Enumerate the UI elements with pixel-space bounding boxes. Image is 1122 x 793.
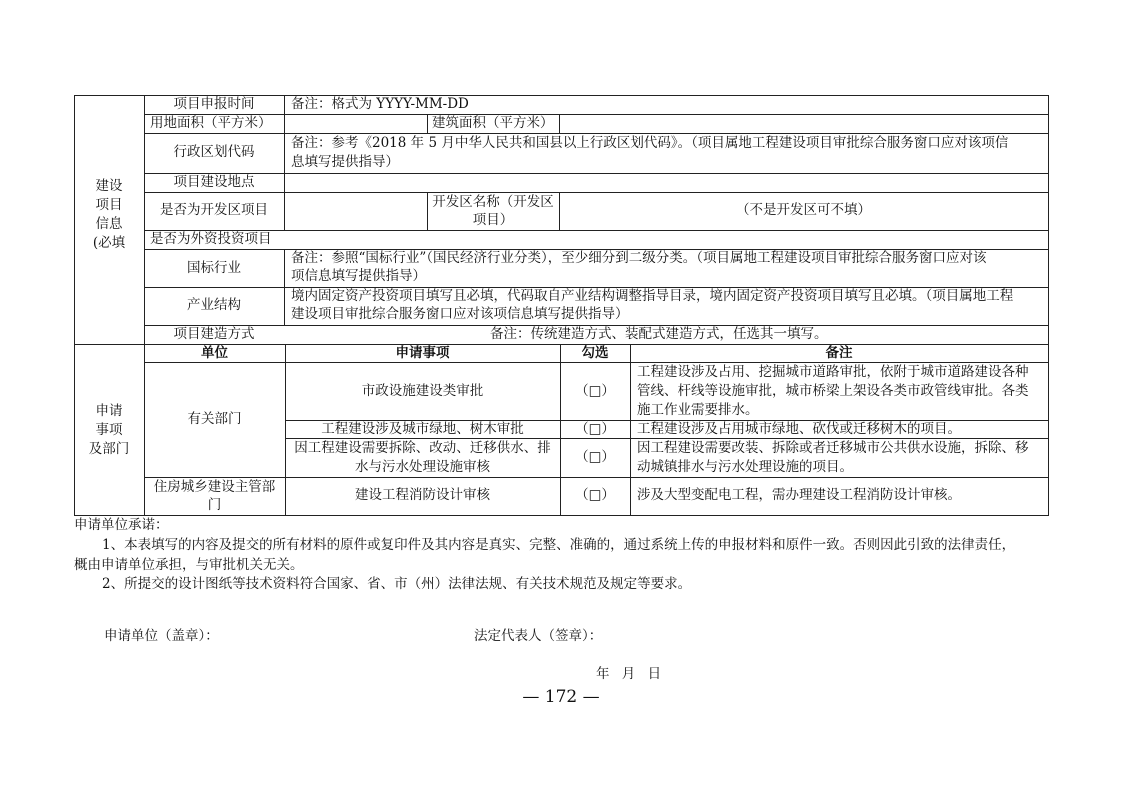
note-water: 动城镇排水与污水处理设施的项目。 (637, 459, 853, 475)
note-municipal: 管线、杆线等设施审批，城市桥梁上架设各类市政管线审批。各类 (637, 383, 1029, 399)
checkbox-fire[interactable]: （□） (575, 487, 615, 503)
date-label: 年 月 日 (596, 666, 662, 682)
industry-note: 项信息填写提供指导） (291, 268, 426, 284)
land-area-label: 用地面积（平方米） (150, 115, 272, 131)
industry-label: 国标行业 (187, 260, 241, 276)
section2-label-line: 申请 (95, 403, 123, 419)
build-method-label: 项目建造方式 (173, 326, 255, 342)
structure-note: 境内固定资产投资项目填写且必填，代码取自产业结构调整指导目录，境内固定资产投资项目填写且必填。（项目属地工程 (291, 288, 1014, 304)
item-water (285, 439, 560, 477)
item-greenland: 工程建设涉及城市绿地、树木审批 (321, 421, 524, 437)
header-check: 勾选 (581, 345, 609, 361)
note-greenland: 工程建设涉及占用城市绿地、砍伐或迁移树木的项目。 (637, 421, 961, 437)
promise-title: 申请单位承诺： (74, 517, 169, 533)
structure-label: 产业结构 (187, 297, 241, 313)
section1-label-line: 建设 (95, 178, 123, 194)
apply-time-label: 项目申报时间 (173, 96, 255, 112)
section1-label-line: 信息 (95, 216, 123, 232)
dev-zone-label: 是否为开发区项目 (160, 202, 268, 218)
dev-zone-name-line: 开发区名称（开发区 (432, 194, 554, 210)
section2-label (74, 402, 144, 459)
item-fire: 建设工程消防设计审核 (355, 487, 490, 503)
foreign-invest-label: 是否为外资投资项目 (150, 231, 272, 247)
unit-housing-line: 门 (207, 497, 222, 513)
note-municipal: 工程建设涉及占用、挖掘城市道路审批，依附于城市道路建设各种 (637, 364, 1029, 380)
location-label: 项目建设地点 (173, 174, 255, 190)
page-number: — 172 — (522, 687, 600, 707)
section1-label-line: 项目 (95, 197, 123, 213)
unit-related-dept: 有关部门 (187, 411, 242, 427)
dev-zone-name-label (427, 193, 559, 229)
build-method-note: 备注：传统建造方式、装配式建造方式，任选其一填写。 (490, 326, 828, 342)
note-fire: 涉及大型变配电工程，需办理建设工程消防设计审核。 (637, 487, 961, 503)
checkbox-municipal[interactable]: （□） (575, 383, 615, 399)
checkbox-water[interactable]: （□） (575, 449, 615, 465)
apply-time-note: 备注：格式为 YYYY-MM-DD (291, 96, 469, 112)
section2-label-line: 及部门 (88, 441, 130, 457)
promise-paragraph-1: 概由申请单位承担，与审批机关无关。 (74, 557, 304, 573)
header-note: 备注 (825, 345, 853, 361)
section1-label (74, 177, 144, 253)
promise-paragraph-2: 2、所提交的设计图纸等技术资料符合国家、省、市（州）法律法规、有关技术规范及规定等要求。 (102, 576, 692, 592)
promise-paragraph-1: 1、本表填写的内容及提交的所有材料的原件或复印件及其内容是真实、完整、准确的，通过系统上传的申报材料和原件一致。否则因此引致的法律责任， (102, 537, 1016, 553)
applicant-seal-label: 申请单位（盖章）： (104, 628, 219, 644)
note-water: 因工程建设需要改装、拆除或者迁移城市公共供水设施，拆除、移 (637, 440, 1029, 456)
structure-note: 建设项目审批综合服务窗口应对该项信息填写提供指导） (291, 306, 629, 322)
dev-zone-name-line: 项目） (472, 212, 514, 228)
section1-label-line: (必填 (92, 235, 126, 251)
dev-zone-note: （不是开发区可不填） (736, 202, 871, 218)
note-municipal: 施工作业需要排水。 (637, 402, 759, 418)
unit-housing-line: 住房城乡建设主管部 (153, 479, 276, 495)
region-code-note: 息填写提供指导） (291, 154, 399, 170)
header-unit: 单位 (201, 345, 228, 361)
region-code-label: 行政区划代码 (173, 144, 255, 160)
header-item: 申请事项 (395, 345, 450, 361)
legal-rep-sign-label: 法定代表人（签章）： (474, 628, 603, 644)
section2-label-line: 事项 (95, 422, 123, 438)
region-code-note: 备注：参考《2018 年 5 月中华人民共和国县以上行政区划代码》。（项目属地工程建设项目审批综合服务窗口应对该项信 (291, 135, 1009, 151)
item-municipal: 市政设施建设类审批 (361, 383, 484, 399)
item-water-line: 因工程建设需要拆除、改动、迁移供水、排 (294, 440, 551, 456)
industry-note: 备注：参照“国标行业”（国民经济行业分类），至少细分到二级分类。（项目属地工程建设项目审批综合服务窗口应对该 (291, 250, 987, 266)
unit-housing-dept (144, 478, 285, 514)
item-water-line: 水与污水处理设施审核 (355, 459, 490, 475)
building-area-label: 建筑面积（平方米） (432, 115, 554, 131)
checkbox-greenland[interactable]: （□） (575, 421, 615, 437)
